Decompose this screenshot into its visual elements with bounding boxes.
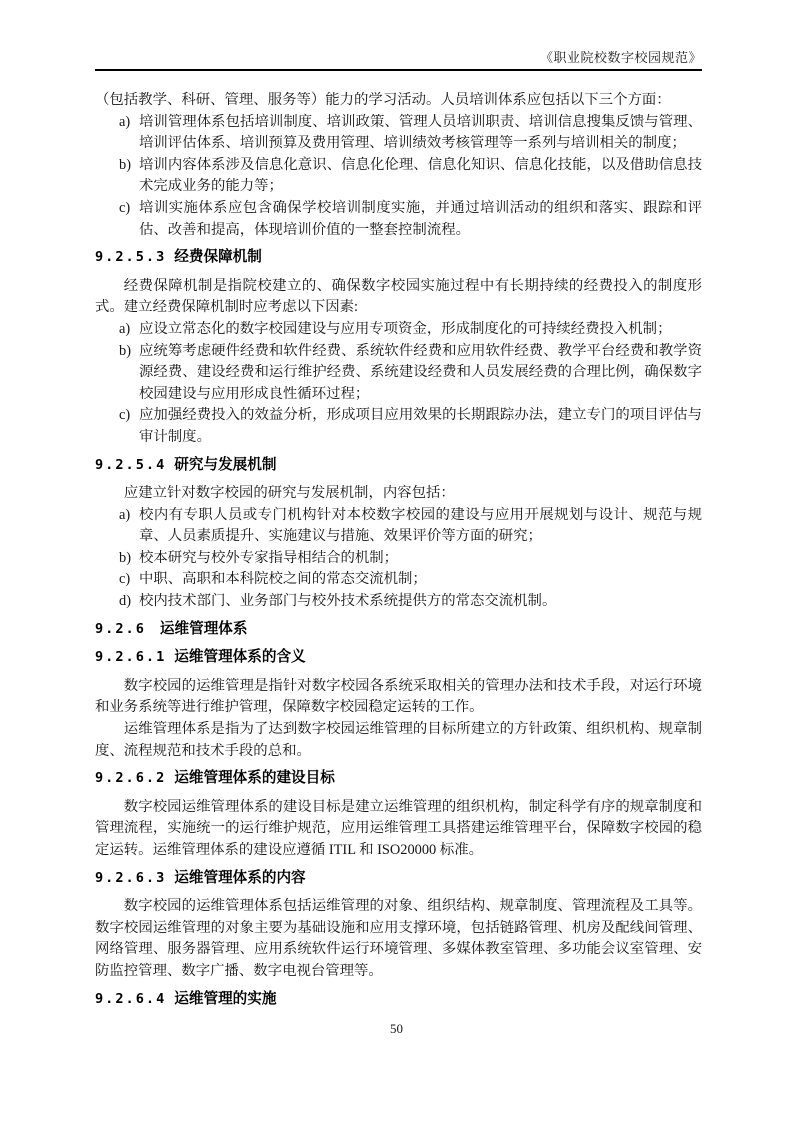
- section-heading-9-2-6-3: [95, 868, 702, 890]
- list-item-text: 校内有专职人员或专门机构针对本校数字校园的建设与应用开展规划与设计、规范与规章、人员素质提升、实施建议与措施、效果评价等方面的研究；: [139, 506, 702, 545]
- list-item: [119, 319, 702, 341]
- list-item-text: 校本研究与校外专家指导相结合的机制；: [139, 549, 399, 566]
- section-title: 运维管理体系的建设目标: [174, 770, 335, 787]
- list-item-marker: c): [119, 199, 131, 216]
- list-item-marker: b): [119, 342, 131, 359]
- paragraph: 数字校园的运维管理体系包括运维管理的对象、组织结构、规章制度、管理流程及工具等。数字校园运维管理的对象主要为基础设施和应用支撑环境，包括链路管理、机房及配线间管理、网络管理、服务器管理、应用系统软件运行环境管理、多媒体教室管理、多功能会议室管理、安防监控管理、数字广播、数字电视台管理等。: [95, 898, 702, 979]
- list-item: [119, 341, 702, 406]
- list-item-text: 应统筹考虑硬件经费和软件经费、系统软件经费和应用软件经费、教学平台经费和教学资源经费、建设经费和运行维护经费、系统建设经费和人员发展经费的合理比例，确保数字校园建设与应用形成良性循环过程；: [139, 342, 702, 402]
- list-item-marker: a): [119, 113, 131, 130]
- paragraph: 应建立针对数字校园的研究与发展机制，内容包括：: [123, 485, 455, 502]
- list-item-marker: c): [119, 571, 131, 588]
- list-item-marker: d): [119, 593, 131, 610]
- section-number: 9.2.5.3: [95, 249, 167, 266]
- training-system-list: [119, 112, 702, 242]
- list-item-marker: a): [119, 320, 131, 337]
- paragraph: 运维管理体系是指为了达到数字校园运维管理的目标所建立的方针政策、组织机构、规章制度、流程规范和技术手段的总和。: [95, 721, 702, 759]
- section-heading-9-2-6-1: [95, 647, 702, 669]
- list-item-marker: b): [119, 156, 131, 173]
- list-item-text: 应加强经费投入的效益分析，形成项目应用效果的长期跟踪办法，建立专门的项目评估与审计制度。: [139, 407, 702, 445]
- list-item-marker: b): [119, 549, 131, 566]
- paragraph: 经费保障机制是指院校建立的、确保数字校园实施过程中有长期持续的经费投入的制度形式。建立经费保障机制时应考虑以下因素:: [95, 277, 702, 316]
- section-title: 运维管理体系: [159, 620, 248, 637]
- section-heading-9-2-5-4: [95, 455, 702, 477]
- list-item-text: 培训实施体系应包含确保学校培训制度实施，并通过培训活动的组织和落实、跟踪和评估、改善和提高，体现培训价值的一整套控制流程。: [139, 199, 702, 238]
- section-number: 9.2.6.1: [95, 649, 167, 666]
- list-item: [119, 505, 702, 548]
- list-item: [119, 198, 702, 241]
- paragraph: 数字校园运维管理体系的建设目标是建立运维管理的组织机构，制定科学有序的规章制度和管理流程，实施统一的运行维护规范，应用运维管理工具搭建运维管理平台，保障数字校园的稳定运转。运维管理体系的建设应遵循 ITIL 和 ISO20000 标准。: [95, 798, 702, 858]
- section-number: 9.2.6.3: [95, 869, 167, 886]
- list-item-text: 中职、高职和本科院校之间的常态交流机制；: [139, 571, 427, 588]
- section-number: 9.2.6.4: [95, 990, 167, 1007]
- section-heading-9-2-6: [95, 619, 702, 641]
- section-number: 9.2.5.4: [95, 456, 167, 473]
- section-title: 运维管理的实施: [174, 990, 277, 1007]
- list-item: [119, 569, 702, 591]
- section-number: 9.2.6.2: [95, 770, 167, 787]
- funding-factors-list: [119, 319, 702, 449]
- list-item-text: 应设立常态化的数字校园建设与应用专项资金，形成制度化的可持续经费投入机制；: [139, 320, 672, 337]
- section-heading-9-2-6-4: [95, 989, 702, 1011]
- list-item: [119, 112, 702, 155]
- list-item-marker: c): [119, 407, 131, 424]
- section-number: 9.2.6: [95, 620, 146, 637]
- list-item-text: 培训内容体系涉及信息化意识、信息化伦理、信息化知识、信息化技能，以及借助信息技术完成业务的能力等；: [139, 156, 702, 195]
- list-item: [119, 405, 702, 448]
- section-title: 运维管理体系的含义: [174, 649, 306, 666]
- list-item-text: 培训管理体系包括培训制度、培训政策、管理人员培训职责、培训信息搜集反馈与管理、培训评估体系、培训预算及费用管理、培训绩效考核管理等一系列与培训相关的制度；: [139, 113, 702, 152]
- research-mechanism-list: [119, 505, 702, 613]
- section-title: 研究与发展机制: [174, 456, 277, 473]
- list-item: [119, 155, 702, 198]
- running-header-title: 《职业院校数字校园规范》: [539, 50, 702, 65]
- section-title: 运维管理体系的内容: [174, 869, 306, 886]
- document-body: [95, 90, 702, 1017]
- section-title: 经费保障机制: [174, 249, 262, 266]
- list-item: [119, 591, 702, 613]
- list-item-marker: a): [119, 506, 131, 523]
- header-rule: [95, 69, 702, 71]
- paragraph: 数字校园的运维管理是指针对数字校园各系统采取相关的管理办法和技术手段，对运行环境和业务系统等进行维护管理，保障数字校园稳定运转的工作。: [95, 677, 702, 716]
- page-number: 50: [390, 1021, 403, 1036]
- paragraph-intro-continuation: （包括教学、科研、管理、服务等）能力的学习活动。人员培训体系应包括以下三个方面：: [95, 92, 671, 108]
- section-heading-9-2-6-2: [95, 768, 702, 790]
- list-item: [119, 548, 702, 570]
- section-heading-9-2-5-3: [95, 247, 702, 269]
- list-item-text: 校内技术部门、业务部门与校外技术系统提供方的常态交流机制。: [139, 593, 557, 610]
